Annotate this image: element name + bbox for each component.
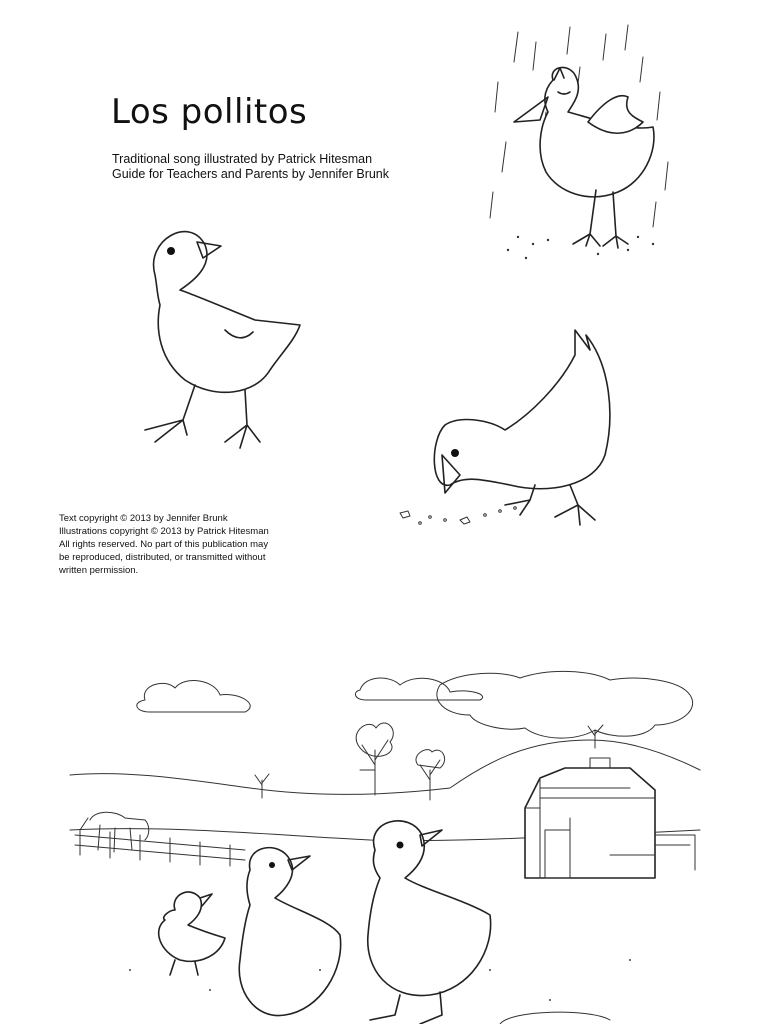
copyright-block: [59, 512, 309, 577]
fence-and-horse: [75, 812, 245, 866]
chick-in-rain-illustration: [478, 22, 688, 272]
standing-chick-illustration: [135, 220, 310, 460]
farm-chicks: [159, 821, 491, 1024]
credits-block: [112, 152, 389, 182]
farm-scene-illustration: [70, 670, 700, 1024]
illustrator-credit: Traditional song illustrated by Patrick Hitesman: [112, 152, 373, 166]
barn: [525, 758, 695, 878]
feed-dish: [500, 1012, 610, 1024]
pecking-chick-illustration: [390, 325, 630, 535]
copyright-line: be reproduced, distributed, or transmitted without: [59, 552, 266, 563]
clouds: [137, 671, 693, 738]
copyright-line: Illustrations copyright © 2013 by Patrick Hitesman: [59, 526, 269, 537]
copyright-line: written permission.: [59, 565, 139, 576]
guide-credit: Guide for Teachers and Parents by Jennifer Brunk: [112, 167, 390, 181]
page-title: Los pollitos: [111, 92, 308, 132]
seed-crumbs: [400, 507, 516, 525]
copyright-line: All rights reserved. No part of this publication may: [59, 539, 269, 550]
copyright-line: Text copyright © 2013 by Jennifer Brunk: [59, 513, 228, 524]
